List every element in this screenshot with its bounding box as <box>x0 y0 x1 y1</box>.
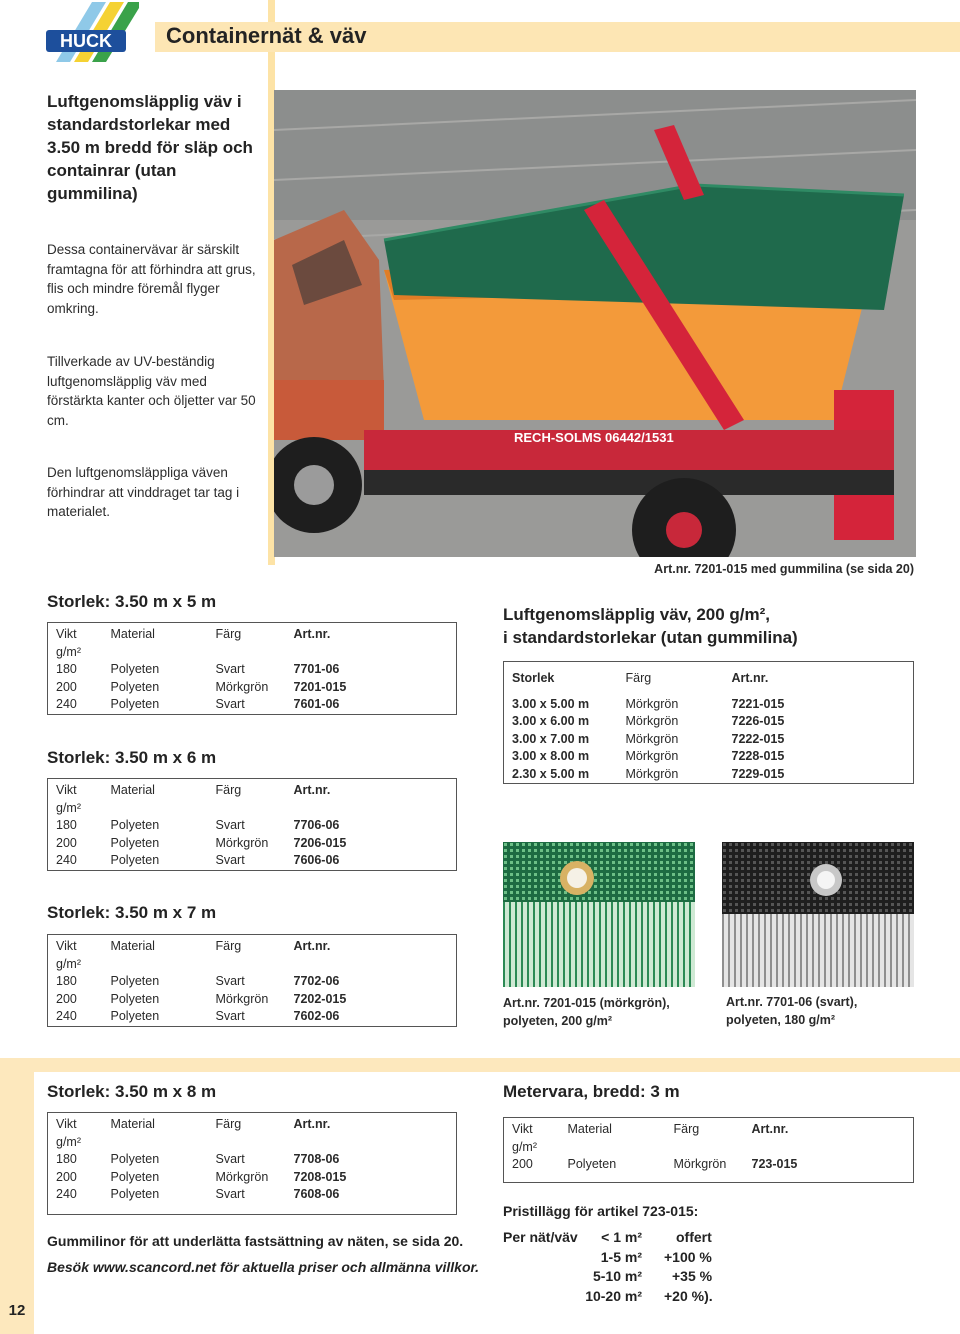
intro-paragraph-1: Dessa containervävar är särskilt framtagna för att förhindra att grus, flis och mindre föremål flyger omkring. <box>47 242 256 316</box>
pricing-size-2: 1-5 m² <box>600 1249 642 1265</box>
col-material: Material <box>110 627 155 641</box>
table-row: 200 Polyeten Mörkgrön 7202-015 <box>56 991 347 1006</box>
size-table-8m: Vikt Material Färg Art.nr. g/m² 180 Polyeten Svart 7708-06 200 Polyeten Mörkgrön 7208-015 240 Polyeten Svart 7608-06 <box>47 1112 457 1215</box>
table-row: 200 Polyeten Mörkgrön 7206-015 <box>56 835 347 850</box>
size-heading-6m: Storlek: 3.50 m x 6 m <box>47 748 217 767</box>
pricing-add-3: +35 % <box>672 1268 713 1284</box>
pricing-size-1: < 1 m² <box>601 1229 642 1245</box>
logo-text: HUCK <box>60 31 112 51</box>
meter-heading: Metervara, bredd: 3 m <box>503 1082 680 1101</box>
black-swatch-caption-1: Art.nr. 7701-06 (svart), <box>726 995 858 1009</box>
pricing-add-1: offert <box>676 1229 712 1245</box>
pricing-size-4: 10-20 m² <box>585 1288 642 1304</box>
table-row: 200 Polyeten Mörkgrön 723-015 <box>512 1157 798 1171</box>
green-swatch-caption-1: Art.nr. 7201-015 (mörkgrön), <box>503 996 670 1010</box>
pricing-size-3: 5-10 m² <box>592 1268 642 1284</box>
truck-lettering: RECH-SOLMS 06442/1531 <box>514 430 674 445</box>
table-row: 180 Polyeten Svart 7702-06 <box>56 974 340 988</box>
table-row: 240 Polyeten Svart 7601-06 <box>56 697 340 711</box>
green-net-swatch <box>503 842 695 987</box>
pricing-label: Per nät/väv <box>503 1229 578 1245</box>
size-table-7m: Vikt Material Färg Art.nr. g/m² 180 Polyeten Svart 7702-06 200 Polyeten Mörkgrön 7202-015 240 Polyeten Svart 7602-06 <box>47 934 457 1027</box>
pricing-add-4: +20 %). <box>664 1288 713 1304</box>
size-heading-8m: Storlek: 3.50 m x 8 m <box>47 1082 217 1101</box>
pricing-heading: Pristillägg för artikel 723-015: <box>503 1203 699 1219</box>
page-title: Containernät & väv <box>166 23 367 48</box>
table-row: 3.00 x 6.00 m Mörkgrön 7226-015 <box>512 714 785 728</box>
intro-heading: Luftgenomsläpplig väv i standardstorlekar med 3.50 m bredd för släp och containrar (utan gummilina) <box>47 92 253 203</box>
col-farg: Färg <box>215 627 242 641</box>
intro-paragraph-2: Tillverkade av UV-beständig luftgenomsläpplig väv med förstärkta kanter och öljetter var 50 cm. <box>47 354 256 428</box>
standard-heading-2: i standardstorlekar (utan gummilina) <box>503 628 798 647</box>
size-heading-7m: Storlek: 3.50 m x 7 m <box>47 903 217 922</box>
page-number: 12 <box>8 1302 26 1319</box>
table-row: 3.00 x 7.00 m Mörkgrön 7222-015 <box>512 731 785 746</box>
size-table-5m <box>47 622 457 715</box>
table-row: 3.00 x 8.00 m Mörkgrön 7228-015 <box>512 749 785 763</box>
col-unit: g/m² <box>56 644 81 659</box>
col-vikt: Vikt <box>56 627 77 641</box>
huck-logo <box>44 2 139 62</box>
green-swatch-caption-2: polyeten, 200 g/m² <box>503 1014 613 1028</box>
table-row: 200 Polyeten Mörkgrön 7208-015 <box>56 1169 347 1184</box>
meter-table: Vikt Material Färg Art.nr. g/m² 200 Polyeten Mörkgrön 723-015 <box>503 1117 914 1183</box>
table-row: 2.30 x 5.00 m Mörkgrön 7229-015 <box>512 766 785 781</box>
table-row: 180 Polyeten Svart 7706-06 <box>56 818 340 832</box>
intro-paragraph-3: Den luftgenomsläppliga väven förhindrar att vinddraget tar tag i materialet. <box>47 465 240 519</box>
table-row: 200 Polyeten Mörkgrön 7201-015 <box>56 679 347 694</box>
col-artnr: Art.nr. <box>293 627 331 641</box>
size-table-6m: Vikt Material Färg Art.nr. g/m² 180 Polyeten Svart 7706-06 200 Polyeten Mörkgrön 7206-015 240 Polyeten Svart 7606-06 <box>47 778 457 871</box>
standard-heading-1: Luftgenomsläpplig väv, 200 g/m², <box>503 605 771 624</box>
table-row: 240 Polyeten Svart 7602-06 <box>56 1009 340 1023</box>
black-swatch-caption-2: polyeten, 180 g/m² <box>726 1013 836 1027</box>
truck-photo <box>274 90 916 557</box>
standard-sizes-table: Storlek Färg Art.nr. 3.00 x 5.00 m Mörkgrön 7221-015 3.00 x 6.00 m Mörkgrön 7226-015 3.00 x 7.00 m Mörkgrön 7222-015 3.00 x 8.00 m Mörkgrön 7228-015 2.30 x 5.00 m Mörkgrön 7229-015 <box>503 661 914 784</box>
black-net-swatch <box>722 842 914 987</box>
table-row: 180 Polyeten Svart 7701-06 <box>56 662 340 676</box>
pricing-add-2: +100 % <box>664 1249 712 1265</box>
table-row: 3.00 x 5.00 m Mörkgrön 7221-015 <box>512 696 785 711</box>
note-gummilinor: Gummilinor för att underlätta fastsättning av näten, se sida 20. <box>47 1233 464 1249</box>
table-row: 240 Polyeten Svart 7608-06 <box>56 1187 340 1201</box>
table-row: 180 Polyeten Svart 7708-06 <box>56 1152 340 1166</box>
size-heading-5m: Storlek: 3.50 m x 5 m <box>47 592 217 611</box>
note-website: Besök www.scancord.net för aktuella priser och allmänna villkor. <box>47 1259 480 1275</box>
table-row: 240 Polyeten Svart 7606-06 <box>56 853 340 867</box>
photo-caption: Art.nr. 7201-015 med gummilina (se sida 20) <box>654 562 914 576</box>
